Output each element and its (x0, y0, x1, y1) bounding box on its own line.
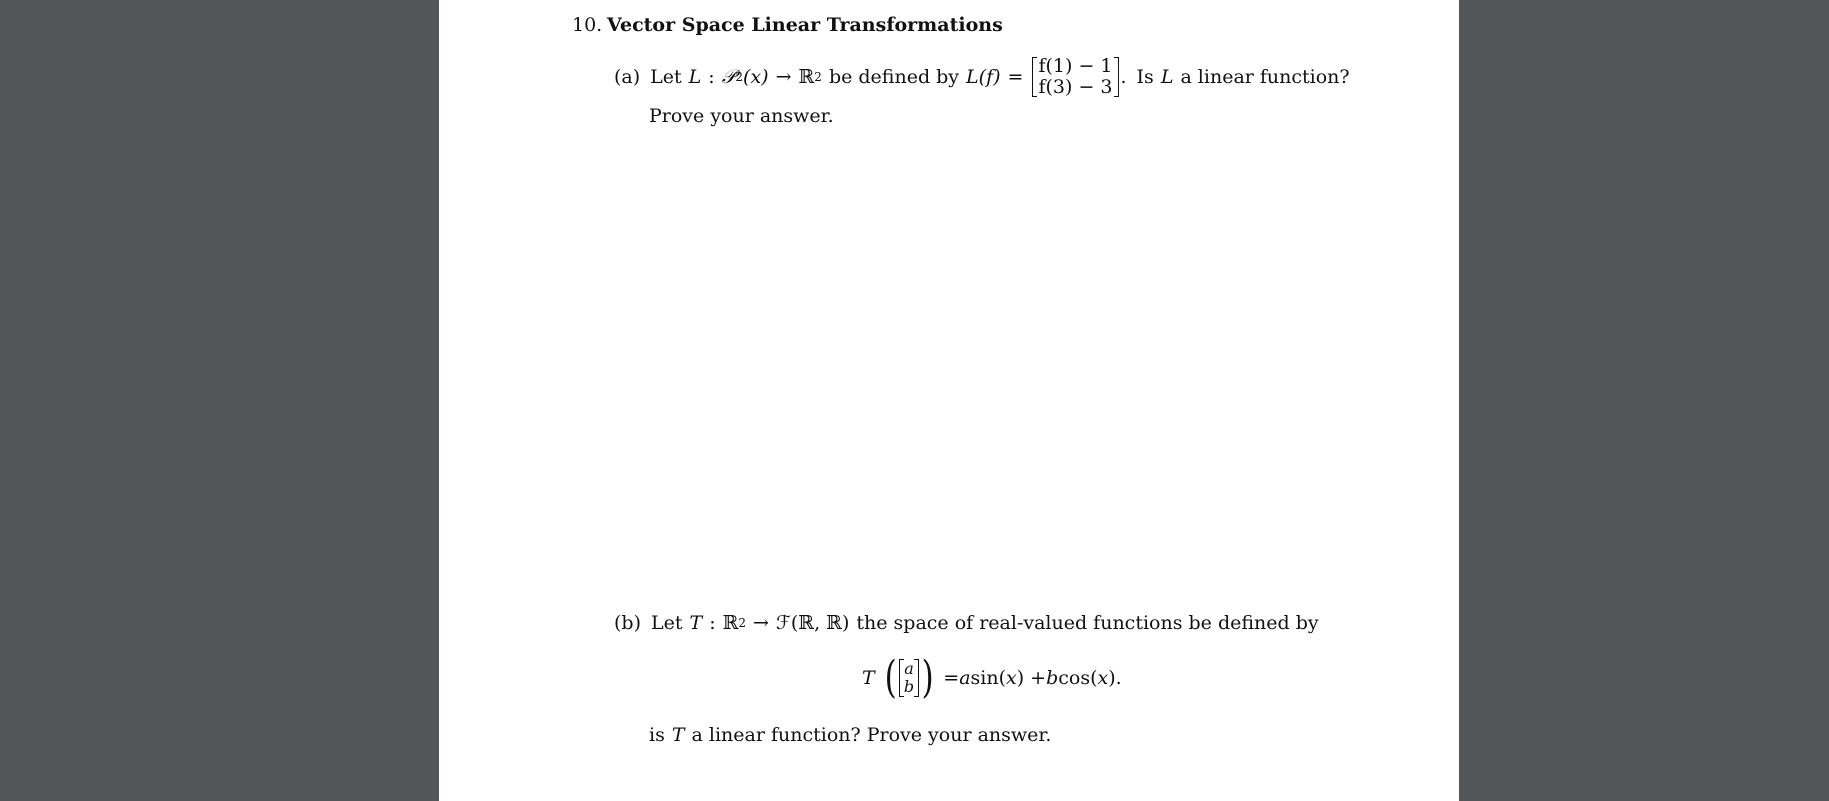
equation-sin: sin( (970, 667, 1007, 689)
part-b-map-name: T (689, 612, 703, 634)
part-b-colon: : (709, 612, 716, 634)
equation-equals: = (943, 667, 960, 689)
problem-title: Vector Space Linear Transformations (607, 14, 1003, 36)
part-a-matrix-row-1: f(1) − 1 (1038, 55, 1113, 77)
document-page (439, 0, 1459, 801)
part-a-question-is: Is (1136, 65, 1154, 88)
part-b-vector (899, 659, 919, 698)
part-a-defined-by: be defined by (828, 65, 960, 88)
part-b-question (649, 724, 1051, 746)
part-a-matrix (1032, 56, 1118, 98)
part-a-line-1: (a) Let L : 𝒫 2 (x) → ℝ 2 be defined by L(f) = f(1) − 1 f(3) − 3 . Is L a linear function? (614, 55, 1350, 98)
part-a-period: . (1120, 65, 1127, 88)
part-a-arrow: → (775, 65, 792, 88)
problem-number: 10. (572, 14, 603, 36)
part-b-label: (b) (614, 612, 641, 634)
part-a-let: Let (650, 65, 682, 88)
vector-entry-a: a (904, 658, 914, 678)
right-paren: ) (921, 652, 934, 703)
equation-cos: cos( (1058, 667, 1098, 689)
part-b-question-rest: a linear function? Prove your answer. (691, 724, 1052, 746)
part-b-arrow: → (753, 612, 769, 634)
part-b-question-is: is (649, 724, 665, 746)
equation-b: b (1046, 667, 1059, 689)
equation-x1: x (1006, 667, 1017, 689)
part-a-domain-var: (x) (743, 65, 769, 88)
part-a-question-L: L (1160, 65, 1174, 88)
equation-end: ). (1108, 667, 1122, 689)
equation-a: a (959, 667, 971, 689)
part-a-colon: : (708, 65, 715, 88)
equation-plus: ) + (1016, 667, 1047, 689)
part-a-codomain: ℝ (798, 65, 815, 88)
left-paren: ( (884, 652, 897, 703)
part-a-map-name: L (688, 65, 702, 88)
part-a-question-rest: a linear function? (1180, 65, 1350, 88)
part-b-display-equation (862, 652, 1122, 703)
part-b-let: Let (651, 612, 683, 634)
part-a-label: (a) (614, 65, 641, 88)
part-b-rest: the space of real-valued functions be defined by (856, 612, 1319, 634)
part-a-domain: 𝒫 (721, 65, 736, 88)
part-b-line-1: (b) Let T : ℝ 2 → ℱ(ℝ, ℝ) the space of real-valued functions be defined by (614, 612, 1319, 634)
part-b-question-T: T (671, 724, 685, 746)
vector-entry-b: b (903, 677, 915, 696)
equation-x2: x (1097, 667, 1109, 689)
part-a-matrix-row-2: f(3) − 3 (1038, 75, 1113, 98)
part-a-lhs: L(f) (966, 65, 1001, 88)
part-a-line-2: Prove your answer. (649, 105, 834, 127)
part-a-equals: = (1007, 65, 1024, 88)
part-b-codomain: ℱ(ℝ, ℝ) (775, 612, 850, 634)
equation-T: T (862, 667, 875, 689)
part-b-domain: ℝ (722, 612, 739, 634)
